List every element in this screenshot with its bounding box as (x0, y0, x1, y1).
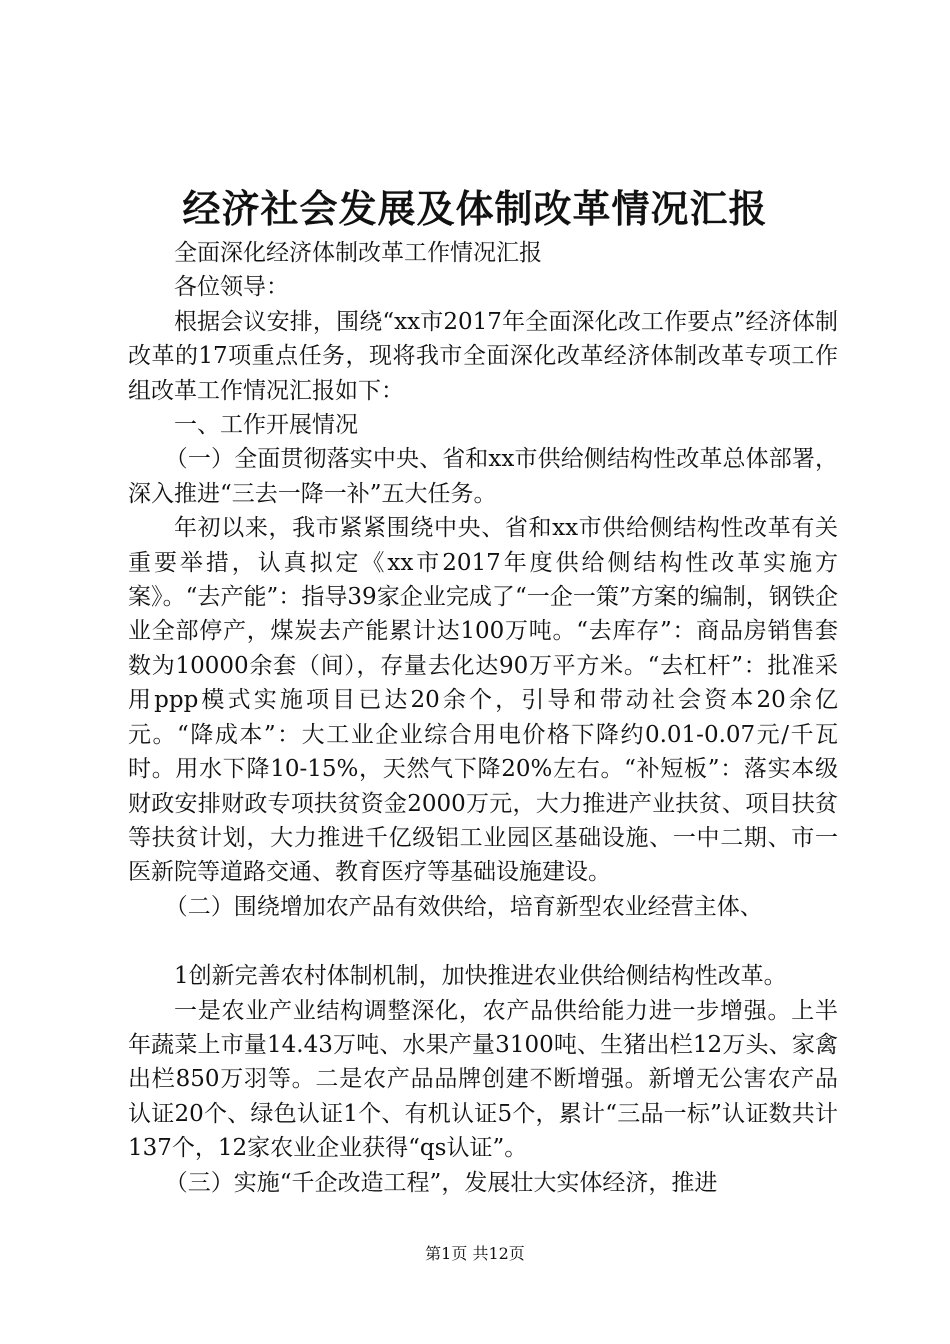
paragraph-salutation: 各位领导： (174, 274, 289, 301)
paragraph-subtitle: 全面深化经济体制改革工作情况汇报 (174, 240, 542, 266)
subsection-heading-2: （二）围绕增加农产品有效供给，培育新型农业经营主体、 (164, 893, 763, 920)
paragraph-intro: 根据会议安排，围绕“xx市2017年全面深化改工作要点”经济体制改革的17项重点任务，现将我市全面深化改革经济体制改革专项工作组改革工作情况汇报如下： (128, 308, 838, 404)
document-body (128, 236, 838, 1200)
subsection-heading-3: （三）实施“千企改造工程”，发展壮大实体经济，推进 (164, 1169, 718, 1196)
paragraph-supply-side-reform: 年初以来，我市紧紧围绕中央、省和xx市供给侧结构性改革有关重要举措，认真拟定《xx市2017年度供给侧结构性改革实施方案》。“去产能”：指导39家企业完成了“一企一策”方案的编制，钢铁企业全部停产，煤炭去产能累计达100万吨。“去库存”：商品房销售套数为10000余套（间），存量去化达90万平方米。“去杠杆”：批准采用ppp模式实施项目已达20余个，引导和带动社会资本20余亿元。“降成本”：大工业企业综合用电价格下降约0.01-0.07元/千瓦时。用水下降10-15%，天然气下降20%左右。“补短板”：落实本级财政安排财政专项扶贫资金2000万元，大力推进产业扶贫、项目扶贫等扶贫计划，大力推进千亿级铝工业园区基础设施、一中二期、市一医新院等道路交通、教育医疗等基础设施建设。 (128, 515, 838, 886)
paragraph-agriculture: 一是农业产业结构调整深化，农产品供给能力进一步增强。上半年蔬菜上市量14.43万吨、水果产量3100吨、生猪出栏12万头、家禽出栏850万羽等。二是农产品品牌创建不断增强。新增无公害农产品认证20个、绿色认证1个、有机认证5个，累计“三品一标”认证数共计137个，12家农业企业获得“qs认证”。 (128, 997, 838, 1162)
paragraph-gap (128, 924, 838, 959)
page-footer: 第1页 共12页 (425, 1244, 525, 1263)
paragraph-rural-reform: 1创新完善农村体制机制，加快推进农业供给侧结构性改革。 (174, 963, 787, 990)
document-title: 经济社会发展及体制改革情况汇报 (182, 186, 768, 231)
section-heading-work-status: 一、工作开展情况 (174, 412, 358, 439)
subsection-heading-1: （一）全面贯彻落实中央、省和xx市供给侧结构性改革总体部署，深入推进“三去一降一补”五大任务。 (128, 446, 838, 507)
